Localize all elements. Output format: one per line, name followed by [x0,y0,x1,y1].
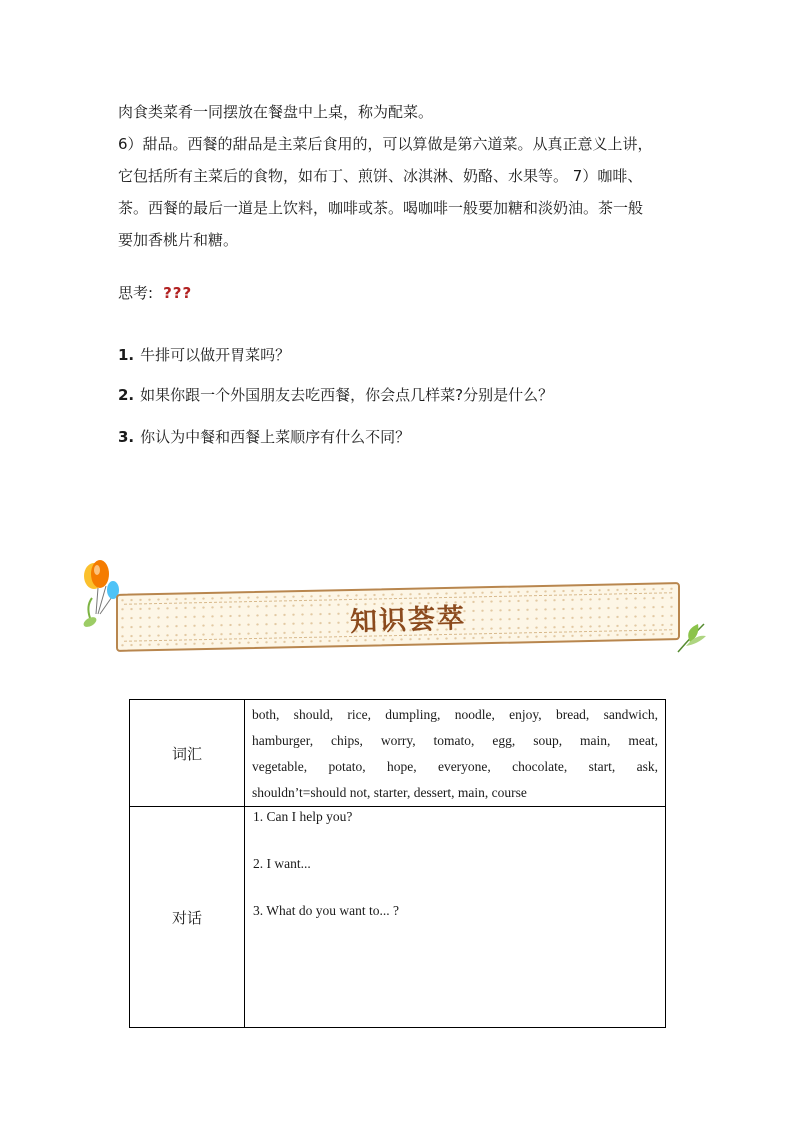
think-label: 思考: [118,284,154,302]
vocab-line: vegetable, potato, hope, everyone, chocolate, start, ask, [252,759,658,774]
dialogue-line: 2. I want... [253,856,311,871]
question-text: 牛排可以做开胃菜吗？ [140,346,291,364]
question-item [118,426,410,447]
leaf-icon [674,618,710,656]
question-text: 如果你跟一个外国朋友去吃西餐，你会点几样菜?分别是什么？ [140,386,554,404]
think-heading [118,282,192,303]
paragraph-line: 要加香桃片和糖。 [118,231,239,249]
dialogue-line: 1. Can I help you? [253,809,353,824]
question-number: 1. [118,346,135,364]
vocab-line: hamburger, chips, worry, tomato, egg, soup, main, meat, [252,733,658,748]
dialogue-cell [245,807,666,1028]
paragraph-line: 肉食类菜肴一同摆放在餐盘中上桌，称为配菜。 [118,103,434,121]
think-mark: ??? [163,284,193,302]
dialogue-line: 3. What do you want to... ? [253,903,399,918]
paragraph [118,96,678,256]
vocab-line: both, should, rice, dumpling, noodle, enjoy, bread, sandwich, [252,707,658,722]
vocab-line: shouldn’t=should not, starter, dessert, main, course [252,785,527,800]
paragraph-line: 它包括所有主菜后的食物，如布丁、煎饼、冰淇淋、奶酪、水果等。 7）咖啡、 [118,167,643,185]
banner-title: 知识荟萃 [349,602,467,639]
knowledge-table [129,699,666,1028]
question-number: 3. [118,428,135,446]
question-number: 2. [118,386,135,404]
question-item [118,384,553,405]
vocab-label: 词汇 [130,700,245,807]
paragraph-line: 6）甜品。西餐的甜品是主菜后食用的，可以算做是第六道菜。从真正意义上讲， [118,135,653,153]
section-banner [80,556,710,658]
dialogue-label: 对话 [130,807,245,1028]
question-text: 你认为中餐和西餐上菜顺序有什么不同？ [140,428,411,446]
question-item [118,344,290,365]
paragraph-line: 茶。西餐的最后一道是上饮料，咖啡或茶。喝咖啡一般要加糖和淡奶油。茶一般 [118,199,644,217]
vocab-cell [245,700,666,807]
